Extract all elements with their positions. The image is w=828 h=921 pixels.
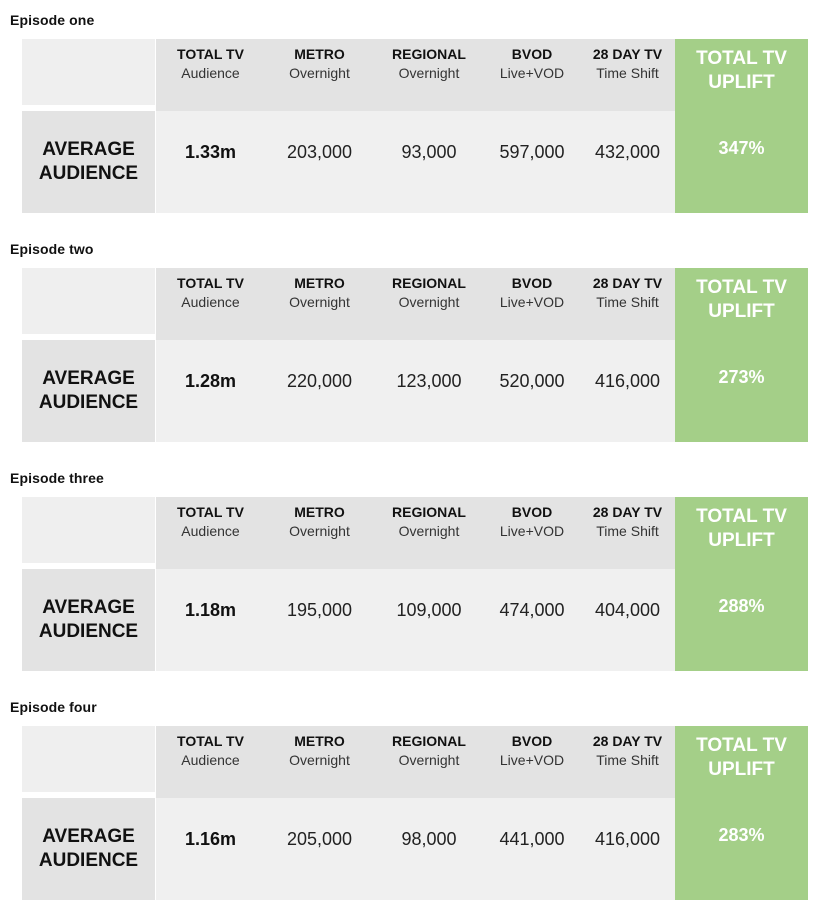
- value-total-tv: 1.33m: [184, 142, 237, 162]
- uplift-panel: [675, 497, 808, 671]
- episode-title: Episode three: [10, 470, 104, 486]
- value-bvod: 520,000: [499, 371, 565, 391]
- uplift-title: TOTAL TV UPLIFT: [696, 735, 787, 780]
- value-regional: 98,000: [401, 829, 457, 849]
- header-regional: REGIONAL Overnight: [392, 504, 466, 539]
- value-time-shift: 432,000: [594, 142, 661, 162]
- header-metro: METRO Overnight: [289, 733, 350, 768]
- header-total-tv: TOTAL TV Audience: [177, 504, 244, 539]
- uplift-panel: [675, 268, 808, 442]
- value-metro: 205,000: [286, 829, 353, 849]
- header-time-shift: 28 DAY TV Time Shift: [592, 275, 663, 310]
- table-corner: [22, 726, 155, 792]
- value-time-shift: 416,000: [594, 829, 661, 849]
- value-total-tv: 1.28m: [184, 371, 237, 391]
- header-regional: REGIONAL Overnight: [392, 275, 466, 310]
- value-bvod: 597,000: [499, 142, 565, 162]
- header-bvod: BVOD Live+VOD: [499, 733, 565, 768]
- uplift-title: TOTAL TV UPLIFT: [696, 506, 787, 551]
- uplift-title: TOTAL TV UPLIFT: [696, 277, 787, 322]
- header-regional: REGIONAL Overnight: [392, 46, 466, 81]
- table-corner: [22, 39, 155, 105]
- audience-table: [22, 39, 808, 213]
- row-label-average-audience: AVERAGE AUDIENCE: [22, 111, 155, 213]
- uplift-value: 347%: [718, 138, 765, 158]
- header-bvod: BVOD Live+VOD: [499, 275, 565, 310]
- audience-table: [22, 497, 808, 671]
- value-metro: 195,000: [286, 600, 353, 620]
- row-label-average-audience: AVERAGE AUDIENCE: [22, 569, 155, 671]
- header-time-shift: 28 DAY TV Time Shift: [592, 46, 663, 81]
- header-metro: METRO Overnight: [289, 46, 350, 81]
- header-metro: METRO Overnight: [289, 275, 350, 310]
- audience-table: [22, 726, 808, 900]
- value-metro: 220,000: [286, 371, 353, 391]
- value-total-tv: 1.16m: [184, 829, 237, 849]
- episode-title: Episode four: [10, 699, 97, 715]
- table-corner: [22, 268, 155, 334]
- table-corner: [22, 497, 155, 563]
- uplift-value: 288%: [718, 596, 765, 616]
- value-regional: 123,000: [396, 371, 462, 391]
- row-label-average-audience: AVERAGE AUDIENCE: [22, 798, 155, 900]
- header-total-tv: TOTAL TV Audience: [177, 733, 244, 768]
- episode-title: Episode two: [10, 241, 94, 257]
- header-bvod: BVOD Live+VOD: [499, 46, 565, 81]
- episode-title: Episode one: [10, 12, 95, 28]
- value-total-tv: 1.18m: [184, 600, 237, 620]
- value-regional: 93,000: [401, 142, 457, 162]
- value-bvod: 441,000: [499, 829, 565, 849]
- uplift-panel: [675, 726, 808, 900]
- header-total-tv: TOTAL TV Audience: [177, 46, 244, 81]
- value-metro: 203,000: [286, 142, 353, 162]
- uplift-value: 273%: [718, 367, 765, 387]
- header-time-shift: 28 DAY TV Time Shift: [592, 504, 663, 539]
- header-metro: METRO Overnight: [289, 504, 350, 539]
- value-regional: 109,000: [396, 600, 462, 620]
- header-regional: REGIONAL Overnight: [392, 733, 466, 768]
- header-total-tv: TOTAL TV Audience: [177, 275, 244, 310]
- header-time-shift: 28 DAY TV Time Shift: [592, 733, 663, 768]
- uplift-panel: [675, 39, 808, 213]
- uplift-title: TOTAL TV UPLIFT: [696, 48, 787, 93]
- header-bvod: BVOD Live+VOD: [499, 504, 565, 539]
- uplift-value: 283%: [718, 825, 765, 845]
- value-time-shift: 404,000: [594, 600, 661, 620]
- row-label-average-audience: AVERAGE AUDIENCE: [22, 340, 155, 442]
- value-bvod: 474,000: [499, 600, 565, 620]
- value-time-shift: 416,000: [594, 371, 661, 391]
- audience-table: [22, 268, 808, 442]
